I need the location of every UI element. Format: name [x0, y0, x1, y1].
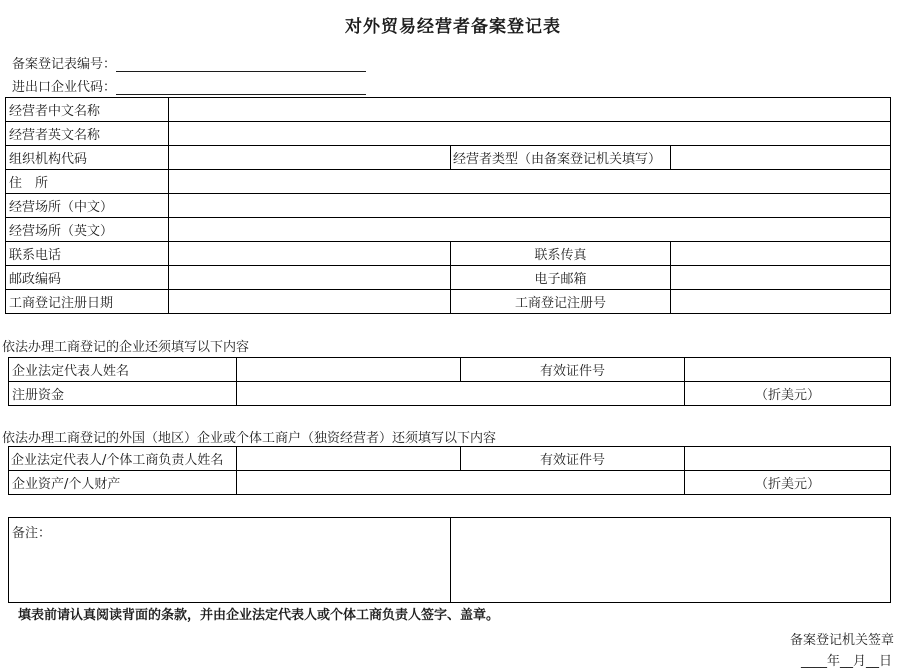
- premises-cn-input-cell[interactable]: [169, 194, 891, 218]
- email-input-cell[interactable]: [671, 266, 891, 290]
- org-code-label: 组织机构代码: [6, 146, 169, 170]
- reg-date-input-cell[interactable]: [169, 290, 451, 314]
- fax-input-cell[interactable]: [671, 242, 891, 266]
- remarks-table: [8, 517, 891, 603]
- operator-type-input-cell[interactable]: [671, 146, 891, 170]
- capital-input-cell[interactable]: [237, 382, 685, 406]
- table-row: [6, 122, 891, 146]
- foreign-legal-rep-input-cell[interactable]: [237, 447, 461, 471]
- legal-rep-input-cell[interactable]: [237, 358, 461, 382]
- page-title: 对外贸易经营者备案登记表: [345, 17, 561, 37]
- table-row: [6, 290, 891, 314]
- postcode-label: 邮政编码: [6, 266, 169, 290]
- table-row: [9, 358, 891, 382]
- form-number-line: [12, 53, 366, 72]
- cn-name-label: 经营者中文名称: [6, 98, 169, 122]
- table-row: [6, 218, 891, 242]
- main-info-table: [5, 97, 891, 314]
- fax-label: 联系传真: [451, 242, 671, 266]
- enterprise-code-field[interactable]: [116, 80, 366, 95]
- form-number-field[interactable]: [116, 57, 366, 72]
- table-row: [6, 242, 891, 266]
- table-row: [6, 98, 891, 122]
- enterprise-code-line: [12, 76, 366, 95]
- phone-input-cell[interactable]: [169, 242, 451, 266]
- capital-label: 注册资金: [9, 382, 237, 406]
- table-row: [6, 146, 891, 170]
- authority-signature-label: 备案登记机关签章: [789, 633, 894, 648]
- reg-number-label: 工商登记注册号: [451, 290, 671, 314]
- enterprise-section-table: [8, 357, 891, 406]
- capital-usd-label: （折美元）: [685, 382, 891, 406]
- premises-cn-label: 经营场所（中文）: [6, 194, 169, 218]
- enterprise-code-label: 进出口企业代码：: [12, 80, 117, 95]
- table-row: [9, 447, 891, 471]
- postcode-input-cell[interactable]: [169, 266, 451, 290]
- date-line: ____年__月__日: [800, 654, 892, 669]
- assets-label: 企业资产/个人财产: [9, 471, 237, 495]
- foreign-id-number-label: 有效证件号: [461, 447, 685, 471]
- remarks-label: 备注：: [12, 526, 52, 541]
- address-label: 住 所: [6, 170, 169, 194]
- table-row: [9, 382, 891, 406]
- table-row: [6, 266, 891, 290]
- legal-rep-label: 企业法定代表人姓名: [9, 358, 237, 382]
- form-number-label: 备案登记表编号：: [12, 57, 117, 72]
- foreign-section-table: [8, 446, 891, 495]
- table-row: [9, 518, 891, 603]
- assets-input-cell[interactable]: [237, 471, 685, 495]
- enterprise-section-heading: 依法办理工商登记的企业还须填写以下内容: [2, 340, 250, 355]
- remarks-right-cell[interactable]: [451, 518, 891, 603]
- table-row: [6, 194, 891, 218]
- cn-name-input-cell[interactable]: [169, 98, 891, 122]
- id-number-label: 有效证件号: [461, 358, 685, 382]
- premises-en-input-cell[interactable]: [169, 218, 891, 242]
- table-row: [9, 471, 891, 495]
- premises-en-label: 经营场所（英文）: [6, 218, 169, 242]
- foreign-id-number-input-cell[interactable]: [685, 447, 891, 471]
- foreign-section-heading: 依法办理工商登记的外国（地区）企业或个体工商户（独资经营者）还须填写以下内容: [2, 431, 497, 446]
- foreign-legal-rep-label: 企业法定代表人/个体工商负责人姓名: [9, 447, 237, 471]
- reg-date-label: 工商登记注册日期: [6, 290, 169, 314]
- phone-label: 联系电话: [6, 242, 169, 266]
- address-input-cell[interactable]: [169, 170, 891, 194]
- en-name-input-cell[interactable]: [169, 122, 891, 146]
- bottom-note: 填表前请认真阅读背面的条款，并由企业法定代表人或个体工商负责人签字、盖章。: [18, 608, 500, 623]
- table-row: [6, 170, 891, 194]
- assets-usd-label: （折美元）: [685, 471, 891, 495]
- reg-number-input-cell[interactable]: [671, 290, 891, 314]
- en-name-label: 经营者英文名称: [6, 122, 169, 146]
- remarks-cell[interactable]: [9, 518, 451, 603]
- id-number-input-cell[interactable]: [685, 358, 891, 382]
- email-label: 电子邮箱: [451, 266, 671, 290]
- org-code-input-cell[interactable]: [169, 146, 451, 170]
- operator-type-label: 经营者类型（由备案登记机关填写）: [451, 146, 671, 170]
